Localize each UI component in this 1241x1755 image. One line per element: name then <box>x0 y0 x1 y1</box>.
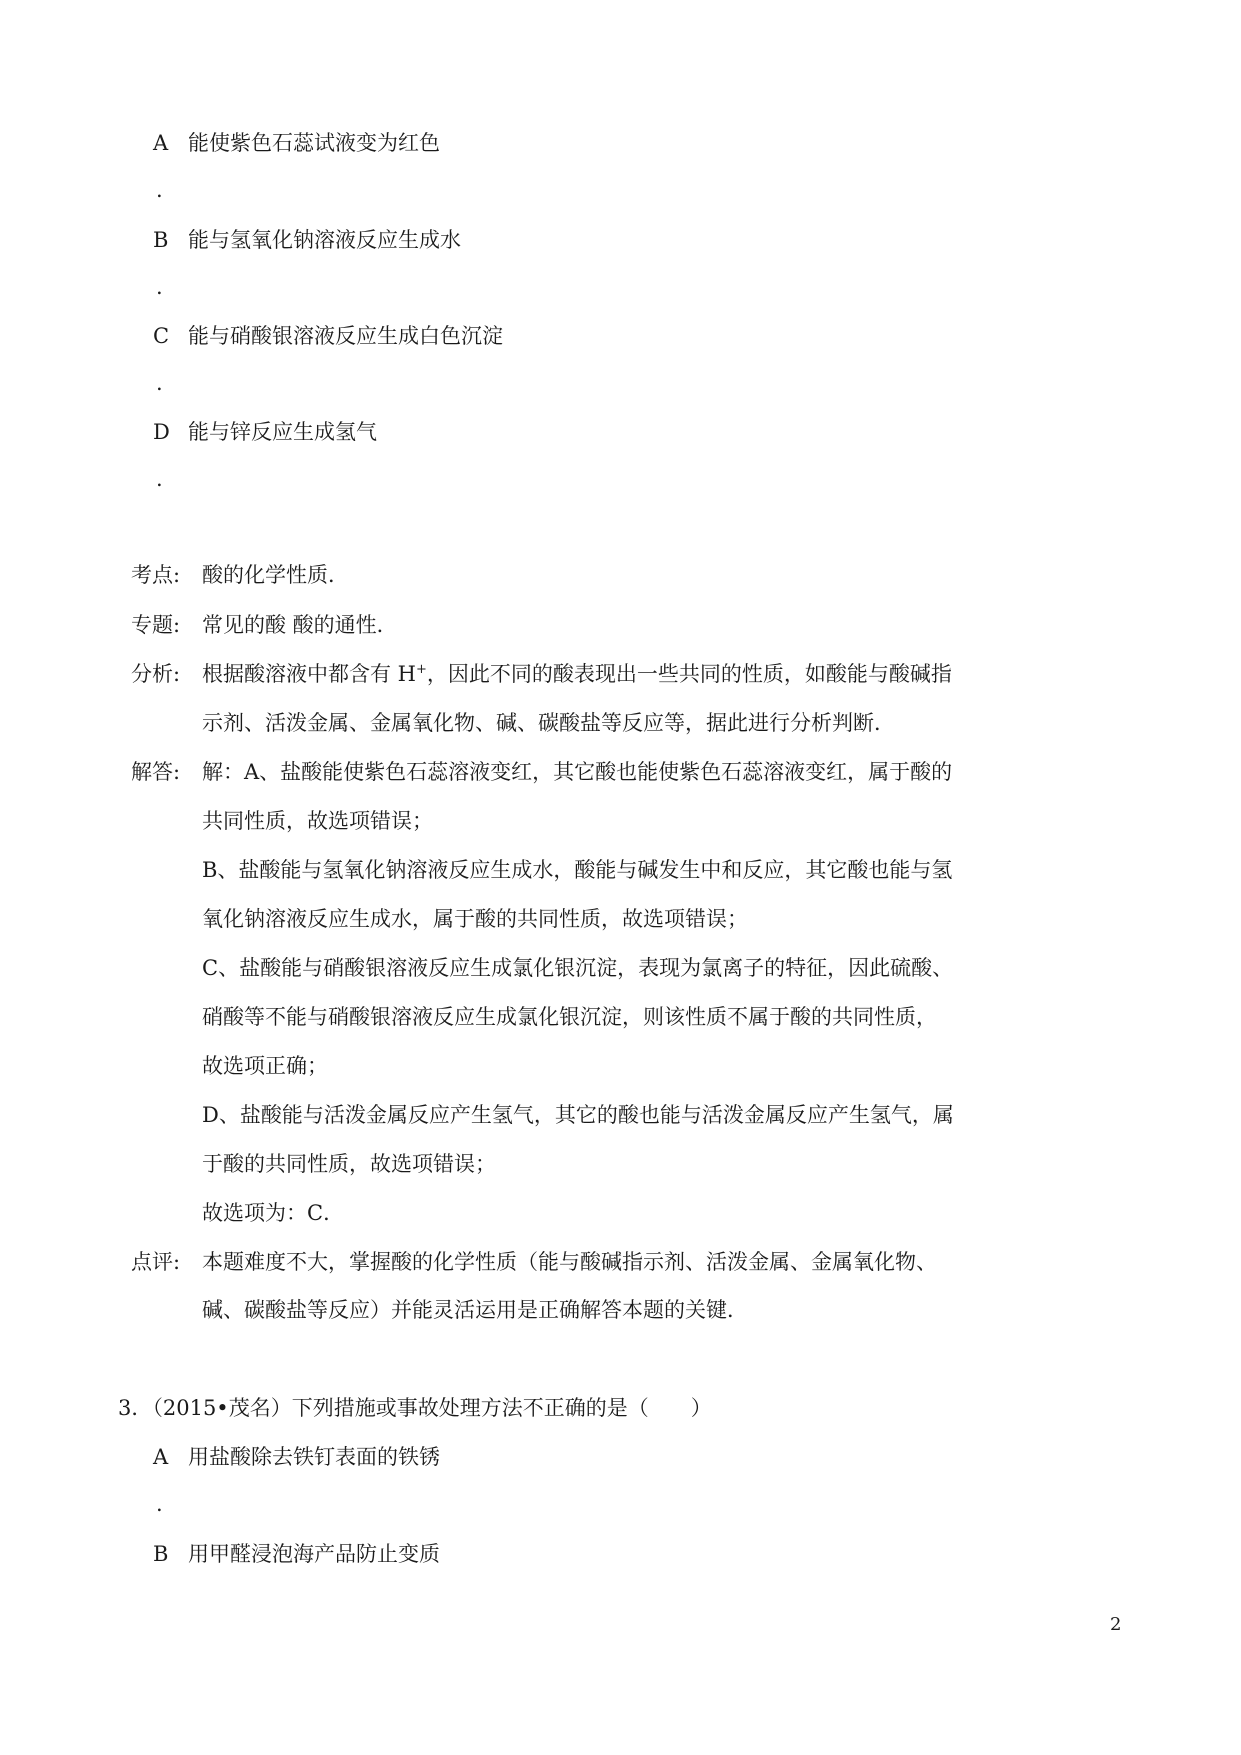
zhuanti-label: 专题: <box>131 613 181 637</box>
fenxi-line-1 <box>202 664 952 685</box>
jieda-line: 故选项为：C． <box>202 1201 345 1225</box>
option-dot: . <box>156 371 163 395</box>
jieda-line: 于酸的共同性质，故选项错误； <box>202 1152 496 1176</box>
jieda-line: 解：A、盐酸能使紫色石蕊溶液变红，其它酸也能使紫色石蕊溶液变红，属于酸的 <box>202 760 953 784</box>
jieda-line: B、盐酸能与氢氧化钠溶液反应生成水，酸能与碱发生中和反应，其它酸也能与氢 <box>202 858 953 882</box>
fenxi-label: 分析: <box>131 662 181 686</box>
dianping-line: 碱、碳酸盐等反应）并能灵活运用是正确解答本题的关键． <box>202 1298 748 1322</box>
dianping-line: 本题难度不大，掌握酸的化学性质（能与酸碱指示剂、活泼金属、金属氧化物、 <box>202 1250 937 1274</box>
fenxi-line-1-pre: 根据酸溶液中都含有 H <box>202 662 416 686</box>
question-stem: 3．（2015•茂名）下列措施或事故处理方法不正确的是（ ） <box>118 1396 712 1420</box>
fenxi-line-2: 示剂、活泼金属、金属氧化物、碱、碳酸盐等反应等，据此进行分析判断． <box>202 711 895 735</box>
fenxi-line-1-post: ，因此不同的酸表现出一些共同的性质，如酸能与酸碱指 <box>426 662 952 686</box>
page-number: 2 <box>1110 1614 1122 1635</box>
jieda-label: 解答: <box>131 760 181 784</box>
option-letter: A <box>153 131 169 155</box>
option-letter: B <box>153 228 169 252</box>
hydrogen-ion-charge: + <box>416 662 427 677</box>
dianping-label: 点评: <box>131 1250 181 1274</box>
jieda-line: 故选项正确； <box>202 1054 328 1078</box>
option-letter: B <box>153 1542 169 1566</box>
option-text: 能使紫色石蕊试液变为红色 <box>188 131 440 155</box>
option-letter: A <box>153 1445 169 1469</box>
option-dot: . <box>156 1492 163 1516</box>
option-text: 能与硝酸银溶液反应生成白色沉淀 <box>188 324 503 348</box>
kaodian-label: 考点: <box>131 563 181 587</box>
jieda-line: 共同性质，故选项错误； <box>202 809 433 833</box>
jieda-line: 硝酸等不能与硝酸银溶液反应生成氯化银沉淀，则该性质不属于酸的共同性质， <box>202 1005 937 1029</box>
zhuanti-text: 常见的酸 酸的通性． <box>202 613 398 637</box>
option-dot: . <box>156 275 163 299</box>
jieda-line: C、盐酸能与硝酸银溶液反应生成氯化银沉淀，表现为氯离子的特征，因此硫酸、 <box>202 956 954 980</box>
option-text: 用盐酸除去铁钉表面的铁锈 <box>188 1445 440 1469</box>
kaodian-text: 酸的化学性质． <box>202 563 349 587</box>
jieda-line: D、盐酸能与活泼金属反应产生氢气，其它的酸也能与活泼金属反应产生氢气，属 <box>202 1103 954 1127</box>
option-letter: D <box>153 420 170 444</box>
option-text: 能与锌反应生成氢气 <box>188 420 377 444</box>
option-text: 用甲醛浸泡海产品防止变质 <box>188 1542 440 1566</box>
jieda-line: 氧化钠溶液反应生成水，属于酸的共同性质，故选项错误； <box>202 907 748 931</box>
option-dot: . <box>156 178 163 202</box>
option-letter: C <box>153 324 170 348</box>
option-text: 能与氢氧化钠溶液反应生成水 <box>188 228 461 252</box>
option-dot: . <box>156 467 163 491</box>
